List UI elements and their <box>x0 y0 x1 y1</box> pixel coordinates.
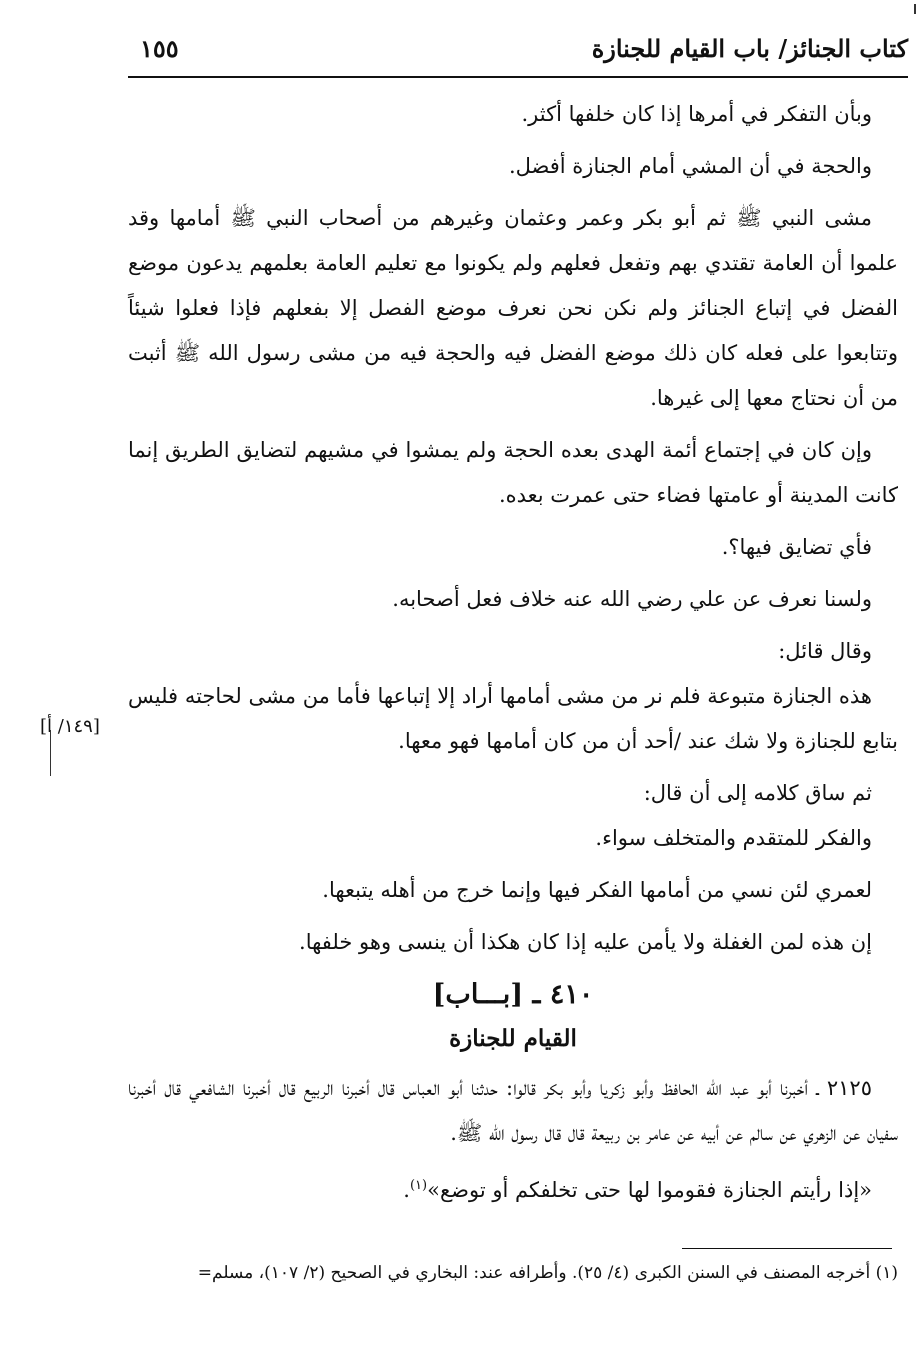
manuscript-folio-note: [١٤٩/ أ] <box>40 716 100 737</box>
paragraph: والفكر للمتقدم والمتخلف سواء. <box>595 826 872 850</box>
footnote: (١) أخرجه المصنف في السنن الكبرى (٤/ ٢٥). وأطرافه عند: البخاري في الصحيح (٢/ ١٠٧)، مسلم= <box>197 1263 898 1283</box>
margin-line <box>50 730 51 776</box>
hadith-text <box>128 1163 898 1213</box>
paragraph: وبأن التفكر في أمرها إذا كان خلفها أكثر. <box>521 102 872 126</box>
hadith-paragraph: ٢١٢٥ ـ أخبرنا أبو عبد الله الحافظ وأبو زكريا وأبو بكر قالوا: حدثنا أبو العباس قال أخبرنا الربيع قال أخبرنا الشافعي قال أخبرنا سفيان عن الزهري عن سالم عن أبيه عن عامر بن ربيعة قال قال رسول الله ﷺ. <box>128 1076 898 1145</box>
main-text <box>128 92 898 1220</box>
chapter-subtitle: القيام للجنازة <box>449 1025 577 1052</box>
edge-mark <box>914 4 916 14</box>
paragraph: فأي تضايق فيها؟. <box>721 535 872 559</box>
chapter-heading: ٤١٠ ـ [بـــاب] <box>432 979 594 1010</box>
running-title: كتاب الجنائز/ باب القيام للجنازة <box>591 34 908 63</box>
paragraph: ولسنا نعرف عن علي رضي الله عنه خلاف فعل أصحابه. <box>392 587 872 611</box>
paragraph: إن هذه لمن الغفلة ولا يأمن عليه إذا كان هكذا أن ينسى وهو خلفها. <box>299 930 872 954</box>
paragraph: لعمري لئن نسي من أمامها الفكر فيها وإنما خرج من أهله يتبعها. <box>322 878 872 902</box>
hadith-quote: «إذا رأيتم الجنازة فقوموا لها حتى تخلفكم أو توضع» <box>427 1178 872 1202</box>
paragraph: وقال قائل: <box>778 639 872 663</box>
paragraph: مشى النبي ﷺ ثم أبو بكر وعمر وعثمان وغيرهم من أصحاب النبي ﷺ أمامها وقد علموا أن العامة تقتدي بهم وتفعل فعلهم ولم يكونوا مع تعليم العامة بعلمهم يدعون موضع الفضل في إتباع الجنائز ولم نكن نحن نعرف موضع الفصل إلا بفعلهم فإذا فعلوا شيئاً وتتابعوا على فعله كان ذلك موضع الفضل فيه والحجة فيه من مشى رسول الله ﷺ أثبت من أن نحتاج معها إلى غيرها. <box>128 206 898 410</box>
page-number: ١٥٥ <box>140 34 179 63</box>
page-header <box>140 28 908 70</box>
paragraph: هذه الجنازة متبوعة فلم نر من مشى أمامها أراد إلا إتباعها فأما من مشى لحاجته فليس بتابع للجنازة ولا شك عند /أحد أن من كان أمامها فهو معها. <box>128 684 898 753</box>
header-rule <box>128 76 908 78</box>
paragraph: والحجة في أن المشي أمام الجنازة أفضل. <box>508 154 872 178</box>
hadith-end: . <box>403 1178 410 1202</box>
footnote-rule <box>682 1248 892 1249</box>
paragraph: وإن كان في إجتماع أئمة الهدى بعده الحجة ولم يمشوا في مشيهم لتضايق الطريق إنما كانت المدينة أو عامتها فضاء حتى عمرت بعده. <box>128 438 898 507</box>
footnote-reference: (١) <box>409 1178 428 1193</box>
paragraph: ثم ساق كلامه إلى أن قال: <box>643 781 872 805</box>
